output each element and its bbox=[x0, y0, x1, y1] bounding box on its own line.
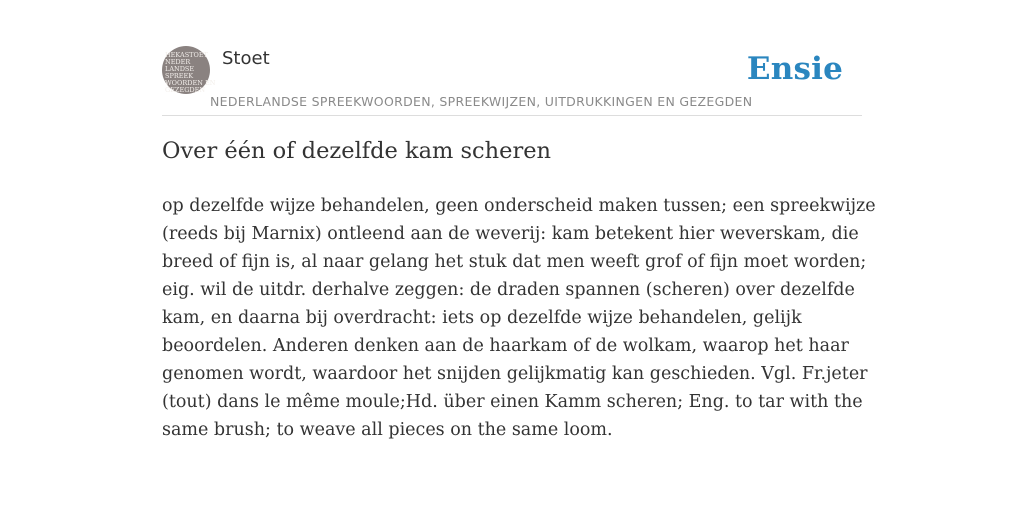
avatar-book-cover-text: HEKASTOET NEDER LANDSE SPREEK WOORDEN EN GEZEGDEN bbox=[165, 51, 216, 94]
avatar[interactable] bbox=[162, 46, 216, 94]
header bbox=[162, 46, 862, 116]
source-subtitle[interactable]: NEDERLANDSE SPREEKWOORDEN, SPREEKWIJZEN, UITDRUKKINGEN EN GEZEGDEN bbox=[210, 94, 753, 109]
definition-line: same brush; to weave all pieces on the same loom. bbox=[162, 420, 613, 440]
definition-line: op dezelfde wijze behandelen, geen onderscheid maken tussen; een spreekwijze bbox=[162, 196, 876, 216]
definition-line: (reeds bij Marnix) ontleend aan de weverij: kam betekent hier weverskam, die bbox=[162, 224, 859, 244]
definition-line: breed of fijn is, al naar gelang het stuk dat men weeft grof of fijn moet worden; bbox=[162, 252, 867, 272]
definition-line: beoordelen. Anderen denken aan de haarkam of de wolkam, waarop het haar bbox=[162, 336, 849, 356]
author-name[interactable]: Stoet bbox=[222, 48, 270, 69]
entry-title: Over één of dezelfde kam scheren bbox=[162, 138, 552, 164]
definition-line: kam, en daarna bij overdracht: iets op dezelfde wijze behandelen, gelijk bbox=[162, 308, 802, 328]
definition-line: eig. wil de uitdr. derhalve zeggen: de draden spannen (scheren) over dezelfde bbox=[162, 280, 855, 300]
ensie-logo[interactable]: Ensie bbox=[746, 51, 843, 87]
definition-line: (tout) dans le même moule;Hd. über einen Kamm scheren; Eng. to tar with the bbox=[162, 392, 863, 412]
entry-definition bbox=[162, 192, 876, 444]
definition-line: genomen wordt, waardoor het snijden gelijkmatig kan geschieden. Vgl. Fr.jeter bbox=[162, 364, 868, 384]
